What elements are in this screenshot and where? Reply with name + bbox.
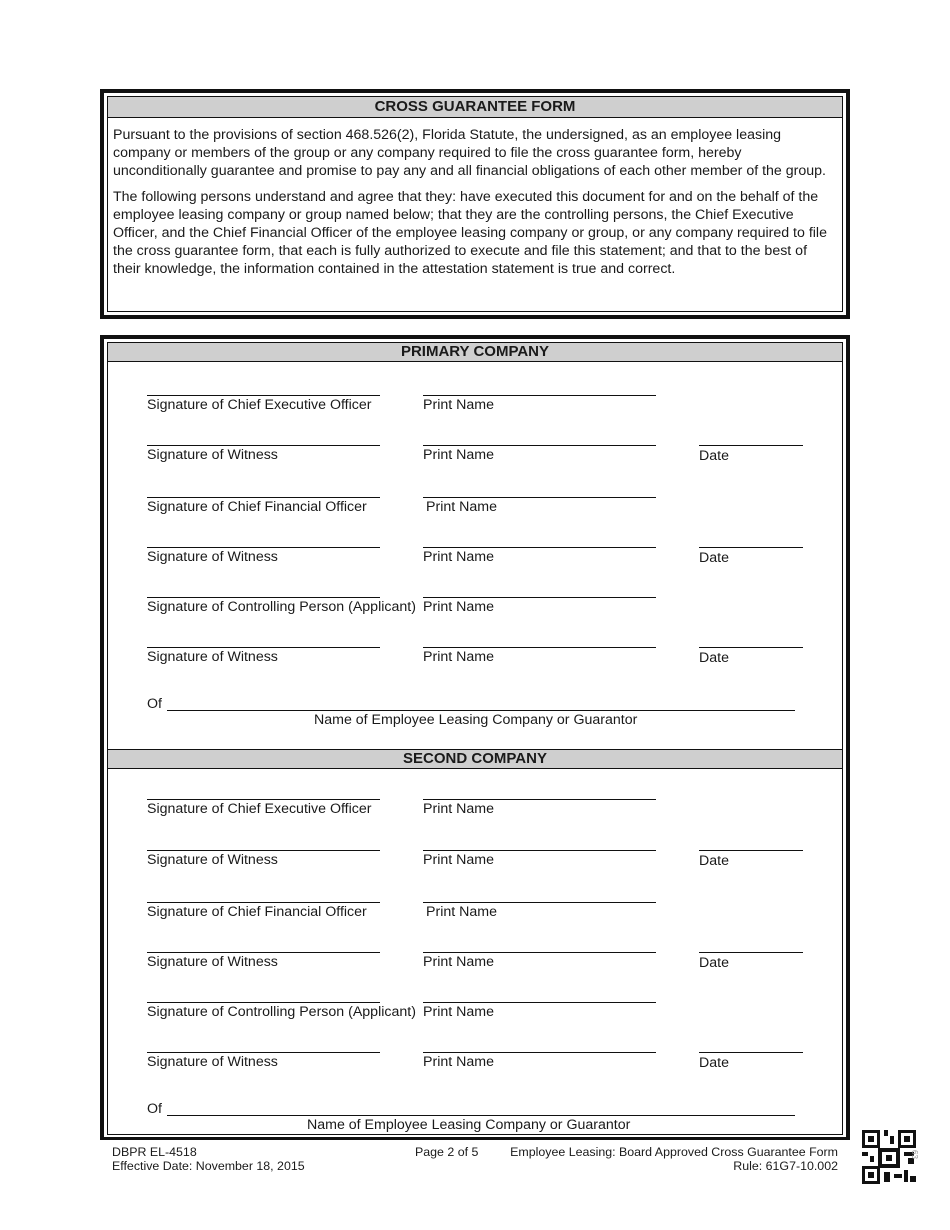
primary-print-name-label: Print Name: [423, 447, 494, 463]
primary-print-name-line[interactable]: [423, 395, 656, 396]
cross-guarantee-paragraph-2: The following persons understand and agree that they: have executed this document for and on the behalf of the employee leasing company or group named below; that they are the controlling persons, the Chief Executive Officer, and the Chief Financial Officer of the employee leasing company or group, or any company required to file the cross guarantee form, that each is fully authorized to execute and file this statement; and that to the best of their knowledge, the information contained in the attestation statement is true and correct.: [113, 189, 827, 277]
second-date-label: Date: [699, 853, 729, 869]
second-company-name-label: Name of Employee Leasing Company or Guarantor: [307, 1117, 631, 1133]
second-signature-label: Signature of Controlling Person (Applicant): [147, 1004, 416, 1020]
second-print-name-label: Print Name: [423, 852, 494, 868]
primary-signature-label: Signature of Witness: [147, 649, 278, 665]
second-signature-line[interactable]: [147, 799, 380, 800]
primary-signature-label: Signature of Chief Executive Officer: [147, 397, 372, 413]
second-date-line[interactable]: [699, 1052, 803, 1053]
primary-print-name-label: Print Name: [423, 599, 494, 615]
second-signature-label: Signature of Chief Executive Officer: [147, 801, 372, 817]
primary-signature-line[interactable]: [147, 395, 380, 396]
second-print-name-label: Print Name: [423, 954, 494, 970]
second-print-name-line[interactable]: [423, 850, 656, 851]
side-number: 63: [910, 1150, 919, 1159]
second-print-name-label: Print Name: [423, 1004, 494, 1020]
second-signature-label: Signature of Witness: [147, 1054, 278, 1070]
second-date-label: Date: [699, 1055, 729, 1071]
primary-print-name-line[interactable]: [423, 497, 656, 498]
primary-print-name-label: Print Name: [426, 499, 497, 515]
second-print-name-line[interactable]: [423, 902, 656, 903]
primary-print-name-label: Print Name: [423, 549, 494, 565]
primary-signature-line[interactable]: [147, 445, 380, 446]
signature-section: [100, 335, 850, 1140]
second-date-label: Date: [699, 955, 729, 971]
primary-of-label: Of: [147, 696, 162, 712]
primary-signature-line[interactable]: [147, 547, 380, 548]
effective-date: Effective Date: November 18, 2015: [112, 1159, 305, 1173]
primary-signature-label: Signature of Controlling Person (Applicant): [147, 599, 416, 615]
second-date-line[interactable]: [699, 952, 803, 953]
second-signature-line[interactable]: [147, 850, 380, 851]
second-print-name-line[interactable]: [423, 1002, 656, 1003]
second-date-line[interactable]: [699, 850, 803, 851]
second-signature-line[interactable]: [147, 1002, 380, 1003]
primary-company-header: PRIMARY COMPANY: [108, 343, 842, 362]
second-signature-line[interactable]: [147, 1052, 380, 1053]
second-company-header: SECOND COMPANY: [108, 749, 842, 769]
primary-date-line[interactable]: [699, 547, 803, 548]
second-print-name-label: Print Name: [426, 904, 497, 920]
primary-signature-line[interactable]: [147, 647, 380, 648]
second-signature-label: Signature of Witness: [147, 852, 278, 868]
primary-print-name-label: Print Name: [423, 649, 494, 665]
primary-date-line[interactable]: [699, 647, 803, 648]
cross-guarantee-title: CROSS GUARANTEE FORM: [108, 97, 842, 118]
cross-guarantee-section: [100, 89, 850, 319]
second-print-name-label: Print Name: [423, 801, 494, 817]
primary-print-name-line[interactable]: [423, 597, 656, 598]
second-signature-line[interactable]: [147, 902, 380, 903]
primary-date-line[interactable]: [699, 445, 803, 446]
form-number: DBPR EL-4518: [112, 1145, 197, 1159]
primary-date-label: Date: [699, 550, 729, 566]
primary-print-name-label: Print Name: [423, 397, 494, 413]
primary-print-name-line[interactable]: [423, 547, 656, 548]
primary-date-label: Date: [699, 650, 729, 666]
second-company-name-line[interactable]: [167, 1115, 795, 1116]
second-signature-label: Signature of Chief Financial Officer: [147, 904, 367, 920]
primary-signature-label: Signature of Witness: [147, 549, 278, 565]
primary-signature-label: Signature of Chief Financial Officer: [147, 499, 367, 515]
footer-form-title: Employee Leasing: Board Approved Cross Guarantee Form: [510, 1145, 838, 1159]
footer-rule: Rule: 61G7-10.002: [733, 1159, 838, 1173]
primary-signature-line[interactable]: [147, 597, 380, 598]
primary-print-name-line[interactable]: [423, 445, 656, 446]
second-signature-label: Signature of Witness: [147, 954, 278, 970]
primary-date-label: Date: [699, 448, 729, 464]
primary-company-name-label: Name of Employee Leasing Company or Guarantor: [314, 712, 638, 728]
second-print-name-line[interactable]: [423, 799, 656, 800]
cross-guarantee-paragraph-1: Pursuant to the provisions of section 468.526(2), Florida Statute, the undersigned, as an employee leasing company or members of the group or any company required to file the cross guarantee form, hereby unconditionally guarantee and promise to pay any and all financial obligations of each other member of the group.: [113, 127, 826, 179]
primary-signature-line[interactable]: [147, 497, 380, 498]
primary-signature-label: Signature of Witness: [147, 447, 278, 463]
second-of-label: Of: [147, 1101, 162, 1117]
second-print-name-line[interactable]: [423, 952, 656, 953]
primary-print-name-line[interactable]: [423, 647, 656, 648]
second-signature-line[interactable]: [147, 952, 380, 953]
second-print-name-label: Print Name: [423, 1054, 494, 1070]
page-number: Page 2 of 5: [415, 1145, 479, 1159]
primary-company-name-line[interactable]: [167, 710, 795, 711]
second-print-name-line[interactable]: [423, 1052, 656, 1053]
